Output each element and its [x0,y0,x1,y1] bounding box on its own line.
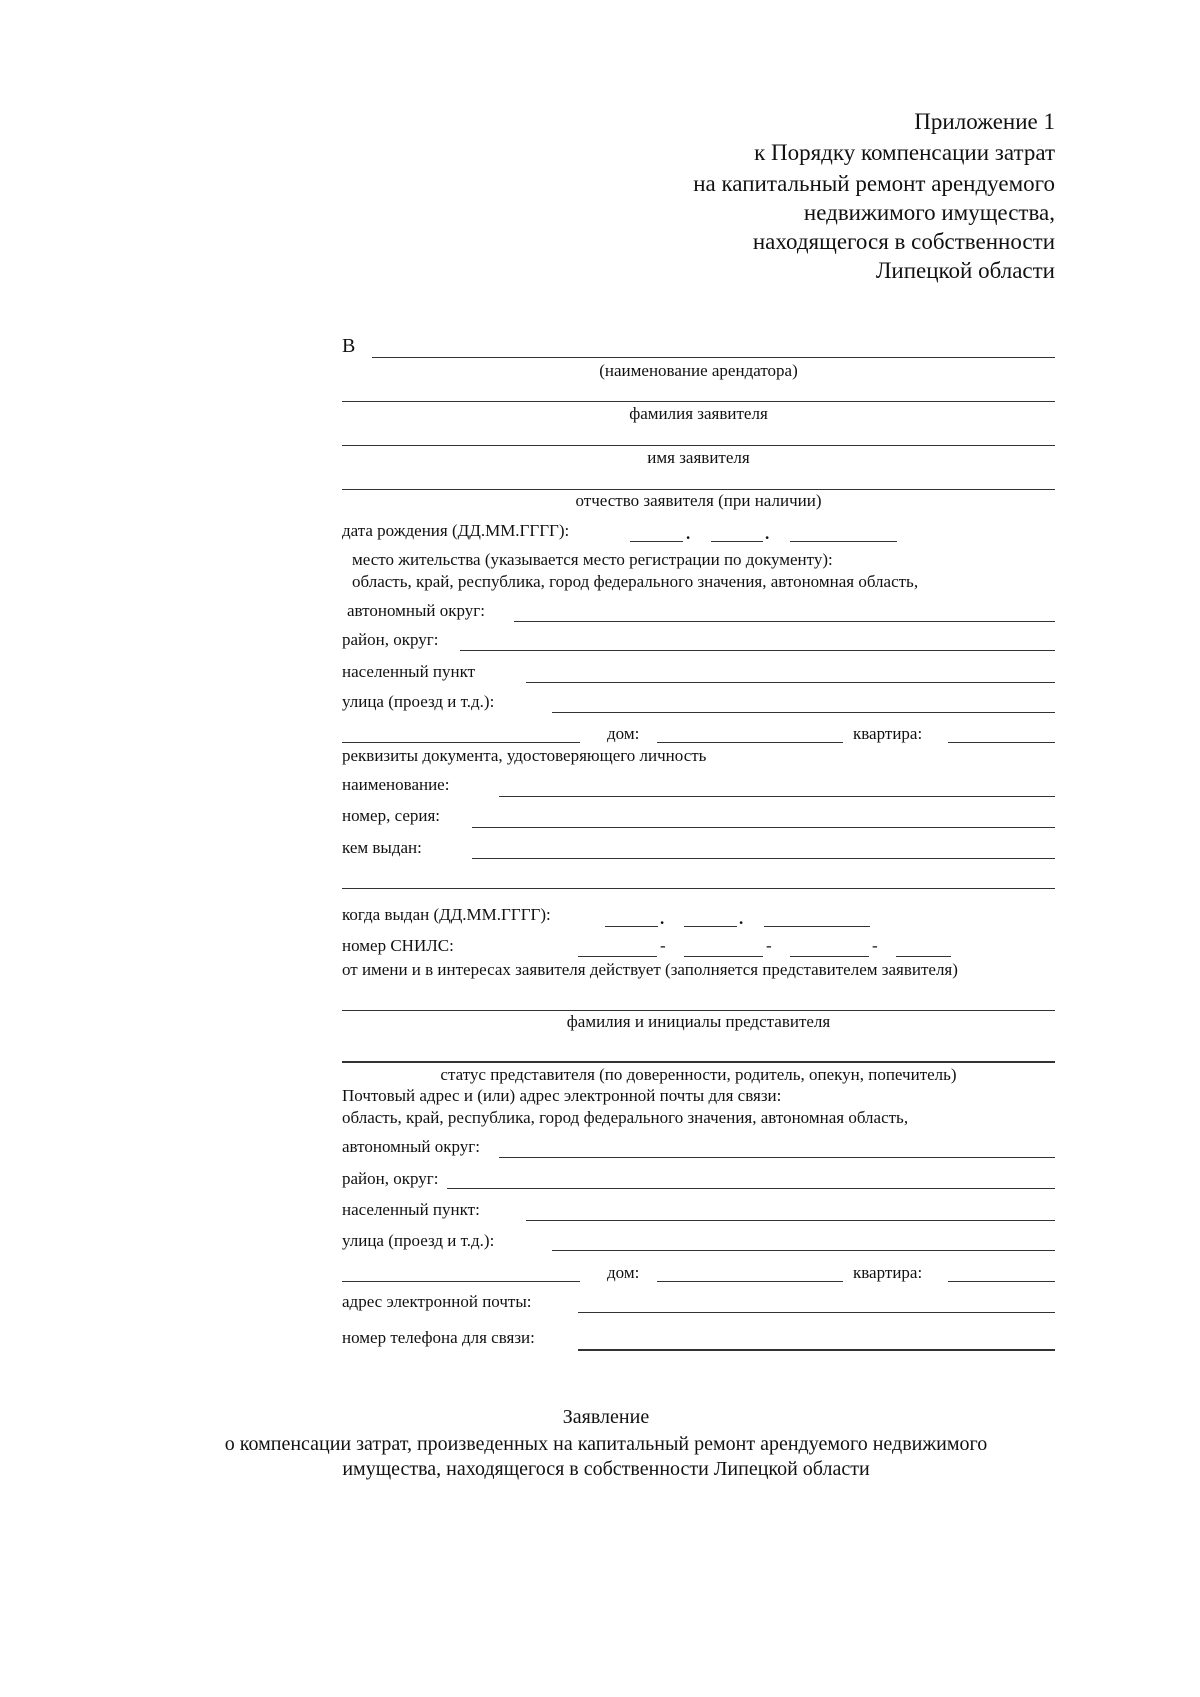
name-caption: имя заявителя [647,448,750,467]
patronymic-field[interactable] [342,489,1055,490]
separator-dot: . [686,524,691,543]
appendix-heading-line: Липецкой области [875,258,1055,283]
postal-region-label: область, край, республика, город федерального значения, автономная область, [342,1108,909,1127]
rep-status-caption: статус представителя (по доверенности, родитель, опекун, попечитель) [440,1065,957,1084]
rep-name-caption: фамилия и инициалы представителя [566,1012,831,1031]
birth-month-field[interactable] [711,541,763,542]
doc-name-label: наименование: [342,775,450,794]
locality-field[interactable] [526,682,1055,683]
issued-by-label: кем выдан: [342,838,422,857]
name-field[interactable] [342,445,1055,446]
issued-by-field[interactable] [472,858,1055,859]
rep-status-field[interactable] [342,1061,1055,1063]
doc-number-label: номер, серия: [342,806,441,825]
postal-locality-label: населенный пункт: [342,1200,480,1219]
phone-label: номер телефона для связи: [342,1328,535,1347]
surname-caption: фамилия заявителя [629,404,768,423]
okrug-label: автономный округ: [347,601,485,620]
snils-part-field[interactable] [790,956,869,957]
tenant-caption: (наименование арендатора) [599,361,798,380]
issue-date-label: когда выдан (ДД.ММ.ГГГГ): [342,905,551,924]
street-continued-field[interactable] [342,742,580,743]
postal-okrug-field[interactable] [499,1157,1055,1158]
appendix-number: Приложение 1 [914,109,1055,134]
postal-apartment-field[interactable] [948,1281,1055,1282]
phone-field[interactable] [578,1349,1055,1351]
issued-by-continued-field[interactable] [342,888,1055,889]
appendix-heading-line: к Порядку компенсации затрат [754,140,1055,165]
okrug-field[interactable] [514,621,1055,622]
separator-dash: - [660,936,666,955]
statement-heading: Заявление [562,1406,650,1428]
birth-day-field[interactable] [630,541,683,542]
tenant-field[interactable] [372,357,1055,358]
issue-day-field[interactable] [605,926,658,927]
surname-field[interactable] [342,401,1055,402]
appendix-heading-line: недвижимого имущества, [803,200,1055,225]
snils-label: номер СНИЛС: [342,936,454,955]
on-behalf-label: от имени и в интересах заявителя действует (заполняется представителем заявителя) [342,960,958,979]
district-label: район, округ: [342,630,439,649]
district-field[interactable] [460,650,1055,651]
postal-district-label: район, округ: [342,1169,439,1188]
separator-dot: . [765,524,770,543]
id-doc-label: реквизиты документа, удостоверяющего личность [342,746,707,765]
separator-dot: . [660,909,665,928]
street-field[interactable] [552,712,1055,713]
email-field[interactable] [578,1312,1055,1313]
postal-house-label: дом: [607,1263,640,1282]
house-field[interactable] [657,742,843,743]
appendix-heading-line: на капитальный ремонт арендуемого [693,171,1055,196]
postal-label: Почтовый адрес и (или) адрес электронной почты для связи: [342,1086,782,1105]
postal-district-field[interactable] [447,1188,1055,1189]
birth-date-label: дата рождения (ДД.ММ.ГГГГ): [342,521,570,540]
postal-house-field[interactable] [657,1281,843,1282]
postal-okrug-label: автономный округ: [342,1137,480,1156]
house-label: дом: [607,724,640,743]
birth-year-field[interactable] [790,541,897,542]
postal-street-field[interactable] [552,1250,1055,1251]
issue-month-field[interactable] [684,926,737,927]
doc-name-field[interactable] [499,796,1055,797]
issue-year-field[interactable] [764,926,870,927]
apartment-field[interactable] [948,742,1055,743]
separator-dash: - [872,936,878,955]
snils-check-field[interactable] [896,956,951,957]
snils-part-field[interactable] [578,956,657,957]
appendix-heading-line: находящегося в собственности [752,229,1055,254]
residence-label: место жительства (указывается место регистрации по документу): [352,550,833,569]
rep-name-field[interactable] [342,1010,1055,1011]
separator-dot: . [739,909,744,928]
statement-subtitle: о компенсации затрат, произведенных на капитальный ремонт арендуемого недвижимого [224,1433,988,1455]
snils-part-field[interactable] [684,956,763,957]
street-label: улица (проезд и т.д.): [342,692,495,711]
region-label: область, край, республика, город федерального значения, автономная область, [352,572,919,591]
postal-street-continued-field[interactable] [342,1281,580,1282]
separator-dash: - [766,936,772,955]
postal-locality-field[interactable] [526,1220,1055,1221]
locality-label: населенный пункт [342,662,476,681]
email-label: адрес электронной почты: [342,1292,532,1311]
postal-street-label: улица (проезд и т.д.): [342,1231,495,1250]
doc-number-field[interactable] [472,827,1055,828]
patronymic-caption: отчество заявителя (при наличии) [575,491,822,510]
to-prefix: В [342,335,356,357]
postal-apartment-label: квартира: [853,1263,923,1282]
statement-subtitle: имущества, находящегося в собственности Липецкой области [342,1458,870,1480]
apartment-label: квартира: [853,724,923,743]
